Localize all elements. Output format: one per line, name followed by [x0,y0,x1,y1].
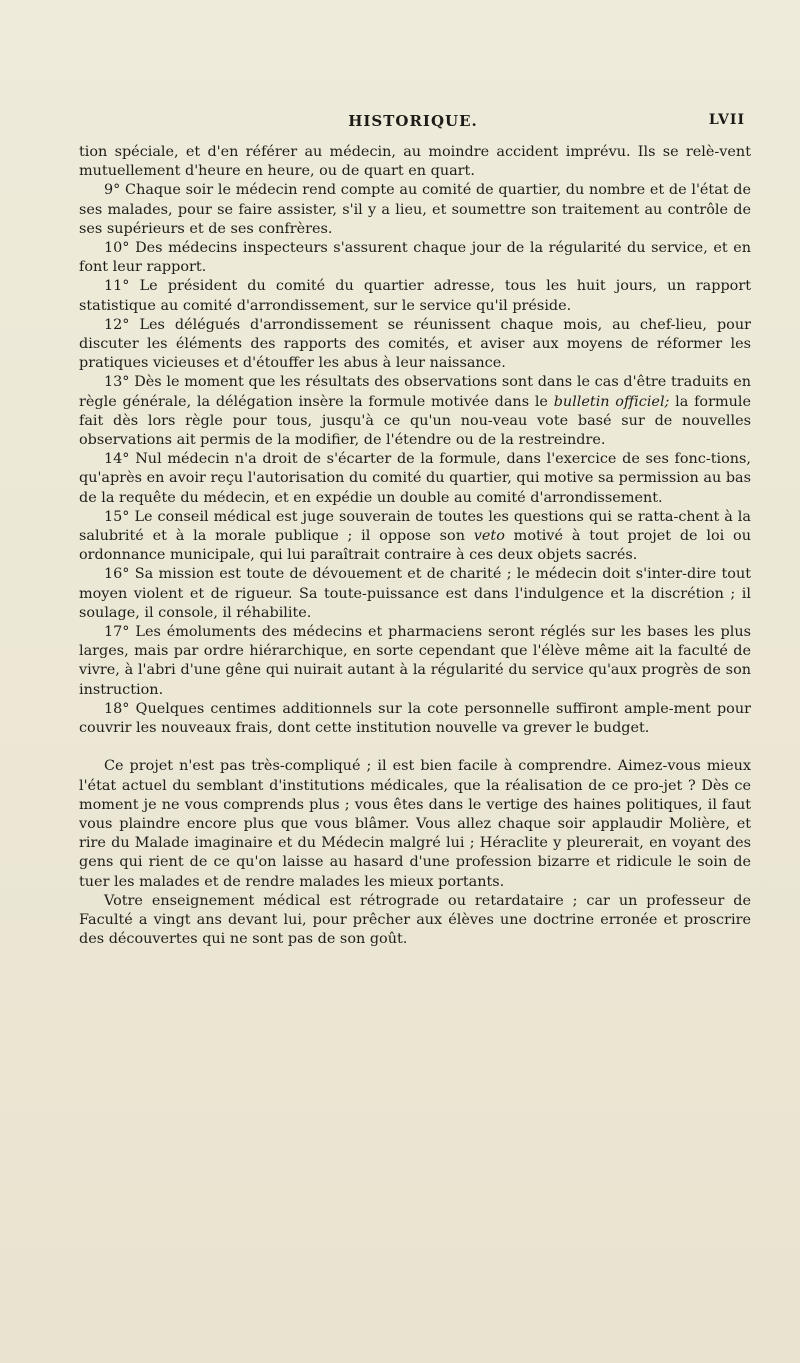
commentary-paragraph-1: Ce projet n'est pas très-compliqué ; il est bien facile à comprendre. Aimez-vous mieux l'état actuel du semblant d'institutions médicales, que la réalisation de ce pro-jet ? Dès ce moment je ne vous comprends plus ; vous êtes dans le vertige des haines politiques, il faut vous plaindre encore plus que vous blâmer. Vous allez chaque soir applaudir Molière, et rire du Malade imaginaire et du Médecin malgré lui ; Héraclite y pleurerait, en voyant des gens qui rient de ce qu'on laisse au hasard d'une profession bizarre et ridicule le soin de tuer les malades et de rendre malades les mieux portants. [79,758,751,890]
article-9: 9° Chaque soir le médecin rend compte au comité de quartier, du nombre et de l'état de ses malades, pour se faire assister, s'il y a lieu, et soumettre son traitement au contrôle de ses supérieurs et de ses confrères. [79,182,751,237]
article-18: 18° Quelques centimes additionnels sur la cote personnelle suffiront ample-ment pour couvrir les nouveaux frais, dont cette institution nouvelle va grever le budget. [79,700,751,737]
article-14: 14° Nul médecin n'a droit de s'écarter de la formule, dans l'exercice de ses fonc-tions, qu'après en avoir reçu l'autorisation du comité du quartier, qui motive sa permission au bas de la requête du médecin, et en expédie un double au comité d'arrondissement. [79,451,751,506]
article-13-text-b: la formule fait dès lors règle pour tous, jusqu'à ce qu'un nou-veau vote basé sur de nouvelles observations ait permis de la modifier, de l'étendre ou de la restreindre. [79,393,751,449]
paragraph-gap [79,738,751,757]
article-15-text-a: 15° Le conseil médical est juge souverain de toutes les questions qui se ratta-chent à la salubrité et à la morale publique ; il oppose son [79,508,751,545]
article-11: 11° Le président du comité du quartier adresse, tous les huit jours, un rapport statistique au comité d'arrondissement, sur le service qu'il préside. [79,278,751,314]
article-15-emphasis: veto [473,528,505,545]
article-10: 10° Des médecins inspecteurs s'assurent chaque jour de la régularité du service, et en font leur rapport. [79,240,751,276]
article-16: 16° Sa mission est toute de dévouement et de charité ; le médecin doit s'inter-dire tout moyen violent et de rigueur. Sa toute-puissance est dans l'indulgence et la discrétion ; il soulage, il console, il réhabilite. [79,566,751,621]
article-13 [79,373,751,450]
running-title: HISTORIQUE. [348,112,478,130]
page-header [79,112,747,134]
commentary-paragraph-2: Votre enseignement médical est rétrograde ou retardataire ; car un professeur de Faculté a vingt ans devant lui, pour prêcher aux élèves une doctrine erronée et proscrire des découvertes qui ne sont pas de son goût. [79,892,751,948]
article-17: 17° Les émoluments des médecins et pharmaciens seront réglés sur les bases les plus larges, mais par ordre hiérarchique, en sorte cependant que l'élève même ait la faculté de vivre, à l'abri d'une gêne qui nuirait autant à la régularité du service qu'aux progrès de son instruction. [79,624,751,698]
article-15 [79,508,751,566]
article-13-emphasis: bulletin officiel; [553,393,670,410]
article-12: 12° Les délégués d'arrondissement se réunissent chaque mois, au chef-lieu, pour discuter les éléments des rapports des comités, et aviser aux moyens de réformer les pratiques vicieuses et d'étouffer les abus à leur naissance. [79,316,751,372]
article-15-text-b: motivé à tout projet de loi ou ordonnance municipale, qui lui paraîtrait contraire à ces deux objets sacrés. [79,528,751,564]
article-13-text-a: 13° Dès le moment que les résultats des observations sont dans le cas d'être traduits en règle générale, la délégation insère la formule motivée dans le [79,374,751,410]
paragraph-continuation: tion spéciale, et d'en référer au médecin, au moindre accident imprévu. Ils se relè-vent mutuellement d'heure en heure, ou de quart en quart. [79,144,751,180]
page-number: LVII [708,112,745,128]
body-text [79,143,751,949]
